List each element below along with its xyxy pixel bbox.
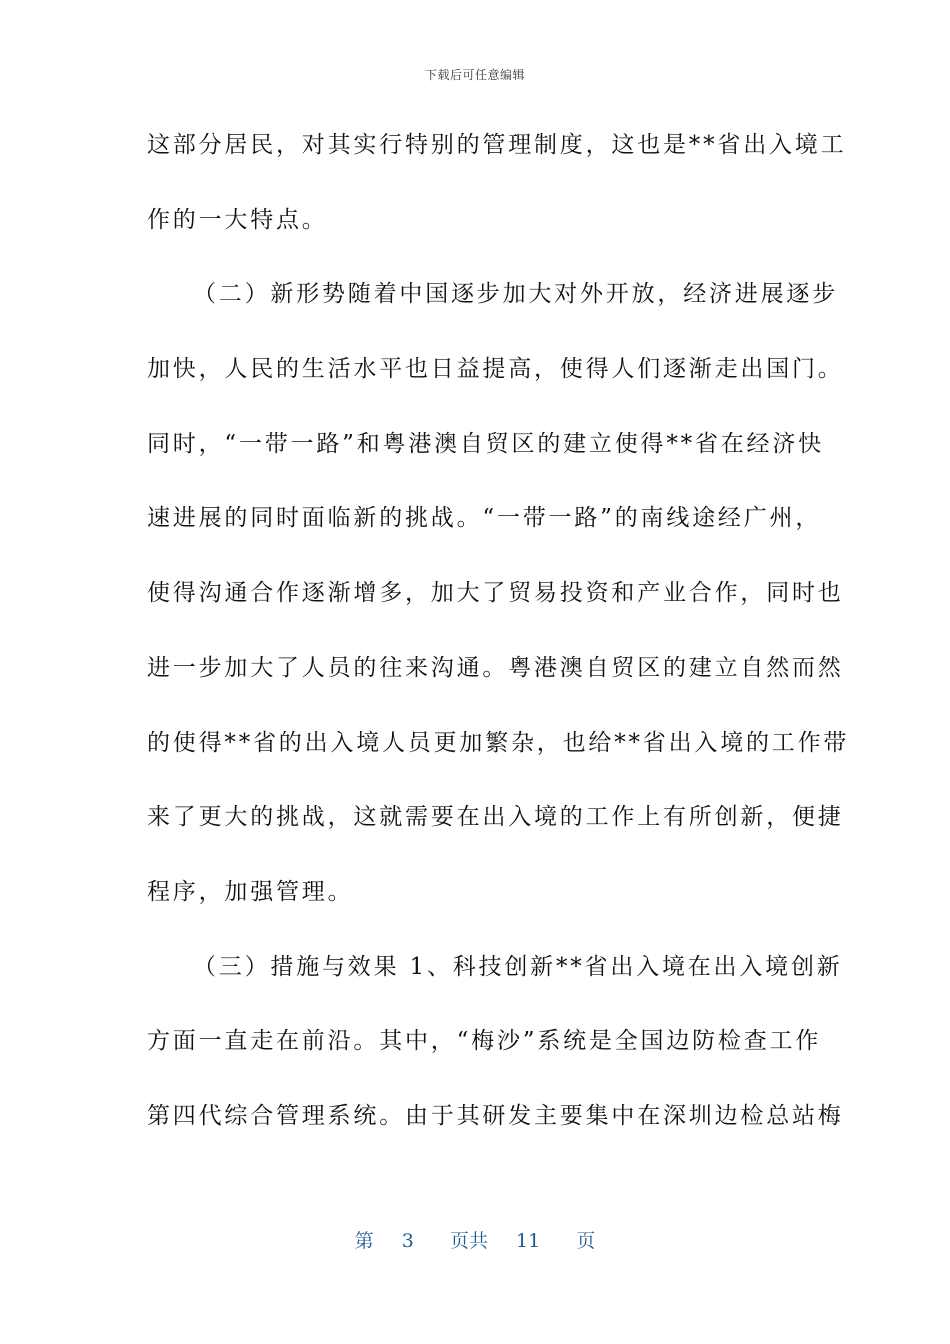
document-body (147, 120, 850, 1166)
text-line: 速进展的同时面临新的挑战。“一带一路”的南线途经广州， (147, 505, 822, 532)
text-line: 的使得**省的出入境人员更加繁杂，也给**省出入境的工作带 (147, 729, 850, 756)
footer-suffix: 页 (576, 1230, 596, 1252)
footer-middle: 页共 (449, 1230, 488, 1252)
footer-prefix: 第 (354, 1230, 374, 1252)
text-line: 作的一大特点。 (147, 206, 328, 233)
text-line: 来了更大的挑战，这就需要在出入境的工作上有所创新，便捷 (147, 804, 844, 831)
text-line: 第四代综合管理系统。由于其研发主要集中在深圳边检总站梅 (147, 1102, 844, 1129)
paragraph-start-line: （三）措施与效果 1、科技创新**省出入境在出入境创新 (193, 953, 843, 980)
current-page-number: 3 (401, 1230, 414, 1252)
total-pages-number: 11 (516, 1230, 541, 1252)
paragraph-start-line: （二）新形势随着中国逐步加大对外开放，经济进展逐步 (193, 281, 838, 308)
text-line: 这部分居民，对其实行特别的管理制度，这也是**省出入境工 (147, 132, 847, 158)
text-line: 进一步加大了人员的往来沟通。粤港澳自贸区的建立自然而然 (147, 654, 844, 681)
page-footer (0, 1226, 950, 1253)
text-line: 同时，“一带一路”和粤港澳自贸区的建立使得**省在经济快 (147, 430, 824, 457)
page-header: 下载后可任意编辑 (424, 68, 525, 82)
text-line: 程序，加强管理。 (147, 878, 354, 905)
text-line: 方面一直走在前沿。其中，“梅沙”系统是全国边防检查工作 (147, 1028, 822, 1055)
text-line: 使得沟通合作逐渐增多，加大了贸易投资和产业合作，同时也 (147, 580, 844, 607)
text-line: 加快，人民的生活水平也日益提高，使得人们逐渐走出国门。 (147, 356, 844, 383)
